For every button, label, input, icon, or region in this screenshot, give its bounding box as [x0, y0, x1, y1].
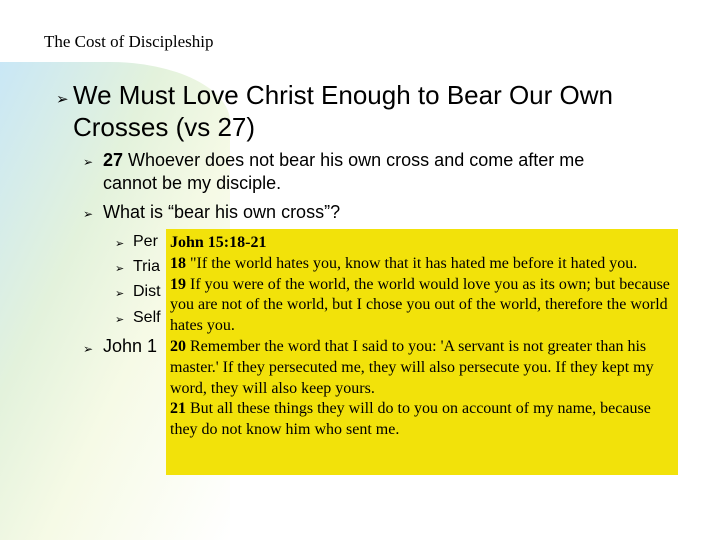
last-point-text: John 1 — [103, 336, 158, 356]
verse-27-line-2: cannot be my disciple. — [103, 173, 282, 193]
main-point-line-1: We Must Love Christ Enough to Bear Our Own — [73, 80, 613, 110]
bullet-arrow-icon: ➢ — [115, 313, 125, 326]
scripture-callout — [166, 229, 678, 475]
sub-item-2: Tria — [133, 258, 160, 275]
verse-number: 27 — [103, 150, 124, 170]
bullet-arrow-icon: ➢ — [115, 287, 125, 300]
question-text: What is “bear his own cross”? — [103, 202, 341, 222]
sub-item-1: Per — [133, 233, 158, 250]
verse-27-line-1 — [103, 150, 584, 172]
callout-verse-20: 20 Remember the word that I said to you: 'A servant is not greater than his master.' If they persecuted me, they will also persecute you. If they kept my word, they will also keep yours. — [170, 337, 654, 397]
bullet-arrow-icon: ➢ — [83, 155, 94, 169]
callout-reference: John 15:18-21 — [170, 234, 267, 251]
bullet-arrow-icon: ➢ — [115, 262, 125, 275]
bullet-arrow-icon: ➢ — [83, 207, 94, 221]
sub-item-3: Dist — [133, 283, 161, 300]
slide-title: The Cost of Discipleship — [44, 32, 214, 51]
bullet-arrow-icon: ➢ — [56, 90, 69, 108]
bullet-arrow-icon: ➢ — [83, 342, 94, 356]
verse-text: Whoever does not bear his own cross and come after me — [123, 150, 585, 170]
sub-item-4: Self — [133, 309, 161, 326]
callout-verse-19: 19 If you were of the world, the world would love you as its own; but because you are not of the world, but I chose you out of the world, therefore the world hates you. — [170, 275, 670, 335]
main-point-line-2: Crosses (vs 27) — [73, 112, 256, 142]
callout-verse-18: 18 "If the world hates you, know that it has hated me before it hated you. — [170, 254, 638, 272]
bullet-arrow-icon: ➢ — [115, 237, 125, 250]
callout-verse-21: 21 But all these things they will do to you on account of my name, because they do not know him who sent me. — [170, 400, 651, 439]
